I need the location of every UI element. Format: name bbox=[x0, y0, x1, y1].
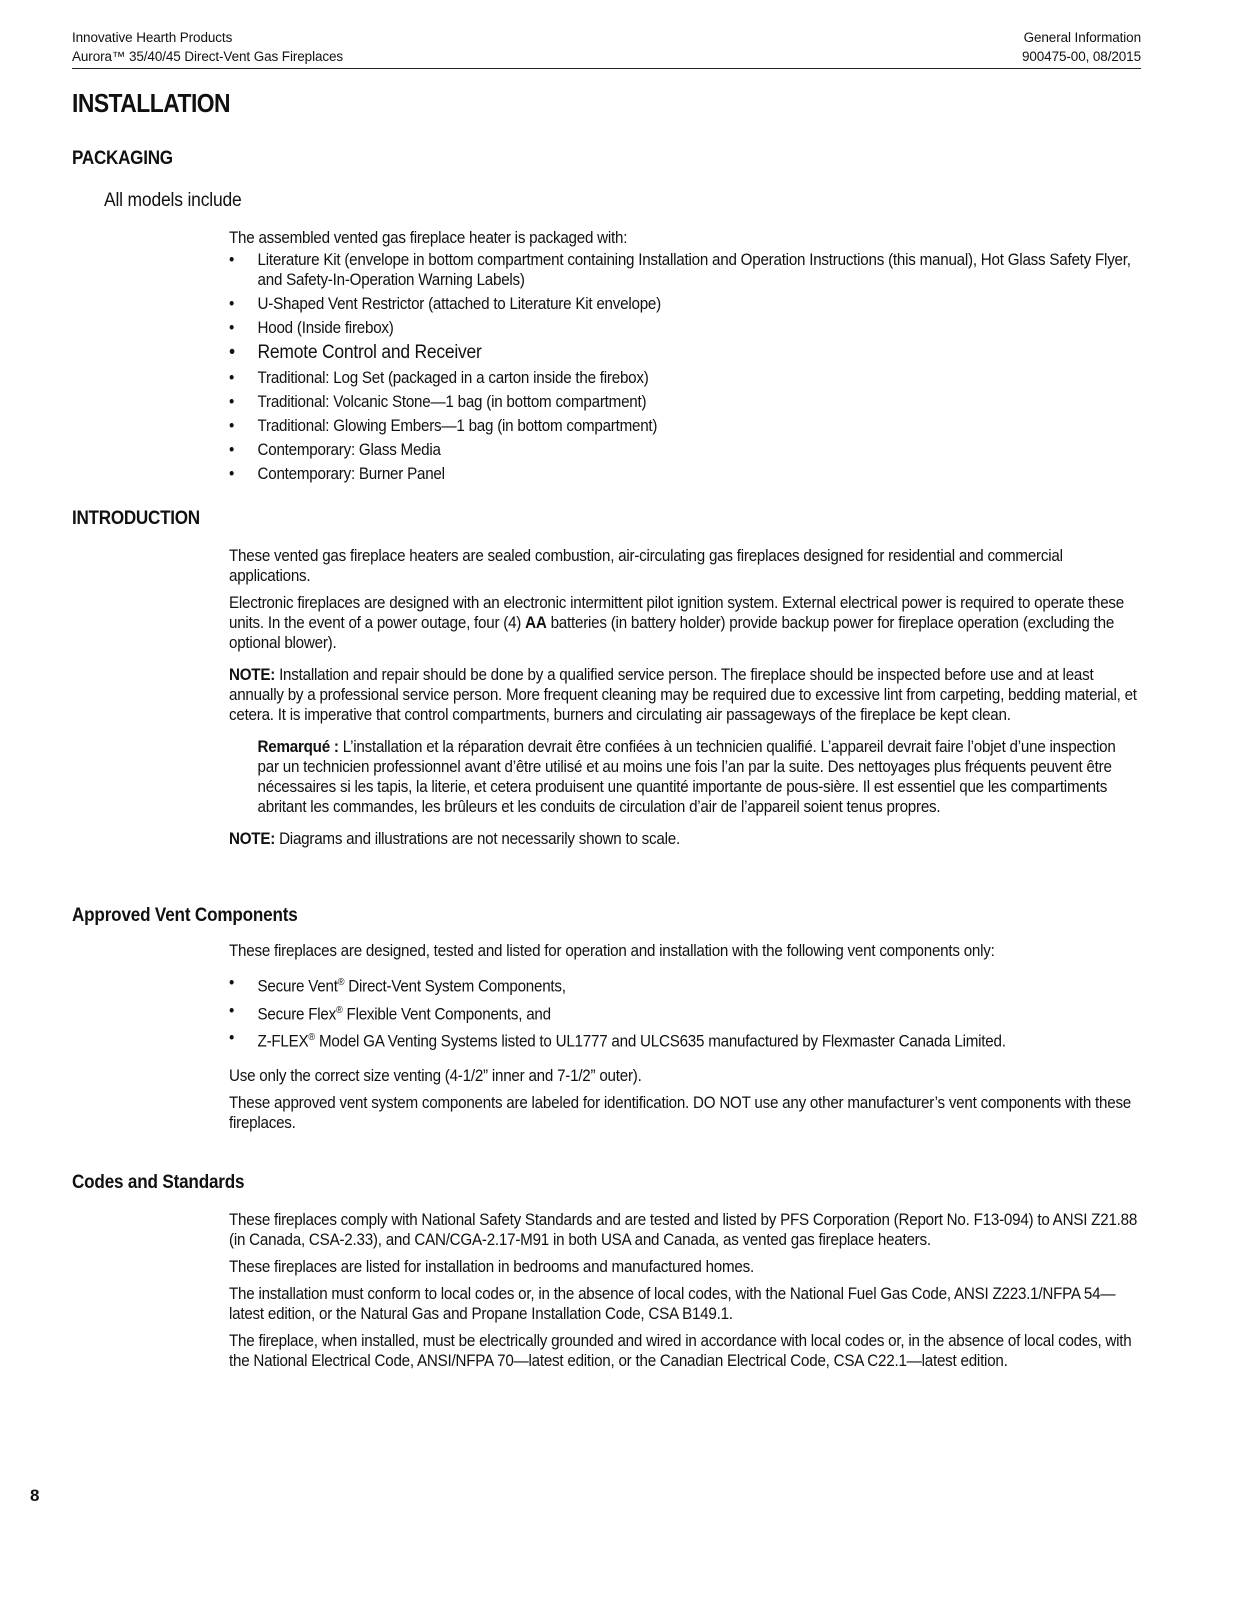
remarque-text: L’installation et la réparation devrait être confiées à un technicien qualifié. L’appareil devrait faire l’objet d’une inspection par un technicien professionnel avant d’être utilisé et au moins une fois l’an par la suite. Des nettoyages plus fréquents peuvent être nécessaires si les tapis, la literie, et cetera produisent une quantité importante de pous-sière. Il est essentiel que les compartiments abritant les commandes, les brûleurs et les conduits de circulation d’air de l’appareil soient tenus propres. bbox=[257, 738, 1116, 816]
vent-paragraph-1: These fireplaces are designed, tested and listed for operation and installation with the following vent components only: bbox=[229, 942, 995, 960]
note-paragraph-2 bbox=[229, 829, 1140, 849]
header-product: Aurora™ 35/40/45 Direct-Vent Gas Fireplaces bbox=[72, 49, 344, 64]
codes-heading: Codes and Standards bbox=[72, 1172, 245, 1193]
note-text: Installation and repair should be done by a qualified service person. The fireplace should be inspected before use and at least annually by a professional service person. More frequent cleaning may be required due to excessive lint from carpeting, bedding material, et cetera. It is imperative that control compartments, burners and circulating air passageways of the fireplace be kept clean. bbox=[229, 666, 1137, 724]
remarque-paragraph bbox=[258, 737, 1141, 817]
page-title: INSTALLATION bbox=[72, 88, 231, 118]
vent-item-name: Z-FLEX bbox=[257, 1032, 309, 1051]
vent-item-text: Direct-Vent System Components, bbox=[344, 977, 566, 996]
packaging-list bbox=[229, 250, 1140, 484]
intro-p2-text-end: batteries (in battery holder) provide backup power for fireplace operation (excluding the optional blower). bbox=[229, 614, 1115, 652]
intro-p2-bold: AA bbox=[525, 614, 547, 632]
codes-paragraph-2: These fireplaces are listed for installation in bedrooms and manufactured homes. bbox=[229, 1258, 755, 1276]
packaging-block bbox=[229, 228, 1141, 488]
vent-list bbox=[229, 973, 1140, 1052]
remarque-label: Remarqué : bbox=[257, 738, 339, 756]
list-item: • Traditional: Glowing Embers—1 bag (in bottom compartment) bbox=[229, 416, 1140, 436]
list-item bbox=[229, 1001, 1140, 1025]
vent-heading: Approved Vent Components bbox=[72, 905, 298, 926]
intro-paragraph-1: These vented gas fireplace heaters are sealed combustion, air-circulating gas fireplaces designed for residential and commercial applications. bbox=[229, 547, 1063, 585]
registered-mark: ® bbox=[335, 1004, 343, 1016]
note-text: Diagrams and illustrations are not necessarily shown to scale. bbox=[275, 830, 680, 848]
list-item: • Remote Control and Receiver bbox=[229, 342, 1140, 364]
page-number: 8 bbox=[30, 1486, 40, 1505]
header-doc-ref: 900475-00, 08/2015 bbox=[1021, 49, 1141, 64]
page-header bbox=[72, 28, 1141, 69]
list-item: • U-Shaped Vent Restrictor (attached to Literature Kit envelope) bbox=[229, 294, 1140, 314]
list-item: • Contemporary: Burner Panel bbox=[229, 464, 1140, 484]
intro-p2-text: Electronic fireplaces are designed with an electronic intermittent pilot ignition system. External electrical power is required to operate these units. In the event of a power outage, four (4) bbox=[229, 594, 1125, 632]
note-label: NOTE: bbox=[229, 666, 276, 684]
list-item bbox=[229, 973, 1140, 997]
header-left bbox=[72, 28, 343, 66]
header-right bbox=[1022, 28, 1141, 66]
list-item: • Traditional: Log Set (packaged in a carton inside the firebox) bbox=[229, 368, 1140, 388]
vent-item-text: Model GA Venting Systems listed to UL1777 and ULCS635 manufactured by Flexmaster Canada Limited. bbox=[314, 1032, 1006, 1051]
vent-item-text: Flexible Vent Components, and bbox=[342, 1005, 551, 1023]
list-item: • Hood (Inside firebox) bbox=[229, 318, 1140, 338]
packaging-heading: PACKAGING bbox=[72, 148, 173, 169]
vent-paragraph-2: Use only the correct size venting (4-1/2” inner and 7-1/2” outer). bbox=[229, 1066, 642, 1085]
vent-item-name: Secure Vent bbox=[257, 977, 338, 996]
note-label: NOTE: bbox=[229, 830, 276, 848]
list-item: • Contemporary: Glass Media bbox=[229, 440, 1140, 460]
codes-paragraph-1: These fireplaces comply with National Safety Standards and are tested and listed by PFS Corporation (Report No. F13-094) to ANSI Z21.88 (in Canada, CSA-2.33), and CAN/CGA-2.17-M91 in both USA and Canada, as vented gas fireplace heaters. bbox=[229, 1211, 1138, 1249]
list-item: • Traditional: Volcanic Stone—1 bag (in bottom compartment) bbox=[229, 392, 1140, 412]
header-section: General Information bbox=[1023, 30, 1141, 45]
vent-block bbox=[229, 941, 1141, 1140]
note-paragraph-1 bbox=[229, 665, 1140, 725]
vent-item-name: Secure Flex bbox=[257, 1005, 336, 1023]
header-company: Innovative Hearth Products bbox=[72, 30, 233, 45]
vent-paragraph-3: These approved vent system components are labeled for identification. DO NOT use any other manufacturer’s vent components with these fireplaces. bbox=[229, 1093, 1132, 1132]
list-item bbox=[229, 1028, 1140, 1052]
list-item: • Literature Kit (envelope in bottom compartment containing Installation and Operation Instructions (this manual), Hot Glass Safety Flyer, and Safety-In-Operation Warning Labels) bbox=[229, 250, 1140, 290]
introduction-block bbox=[229, 546, 1141, 856]
registered-mark: ® bbox=[308, 1032, 315, 1043]
codes-block bbox=[229, 1210, 1141, 1378]
packaging-intro: The assembled vented gas fireplace heater is packaged with: bbox=[229, 229, 628, 247]
packaging-subheading: All models include bbox=[104, 190, 242, 211]
codes-paragraph-4: The fireplace, when installed, must be electrically grounded and wired in accordance with local codes or, in the absence of local codes, with the National Electrical Code, ANSI/NFPA 70—latest edition, or the Canadian Electrical Code, CSA C22.1—latest edition. bbox=[229, 1332, 1132, 1370]
introduction-heading: INTRODUCTION bbox=[72, 508, 200, 529]
intro-paragraph-2 bbox=[229, 593, 1140, 653]
codes-paragraph-3: The installation must conform to local codes or, in the absence of local codes, with the National Fuel Gas Code, ANSI Z223.1/NFPA 54—latest edition, or the Natural Gas and Propane Installation Code, CSA B149.1. bbox=[229, 1285, 1116, 1323]
registered-mark: ® bbox=[337, 977, 345, 988]
